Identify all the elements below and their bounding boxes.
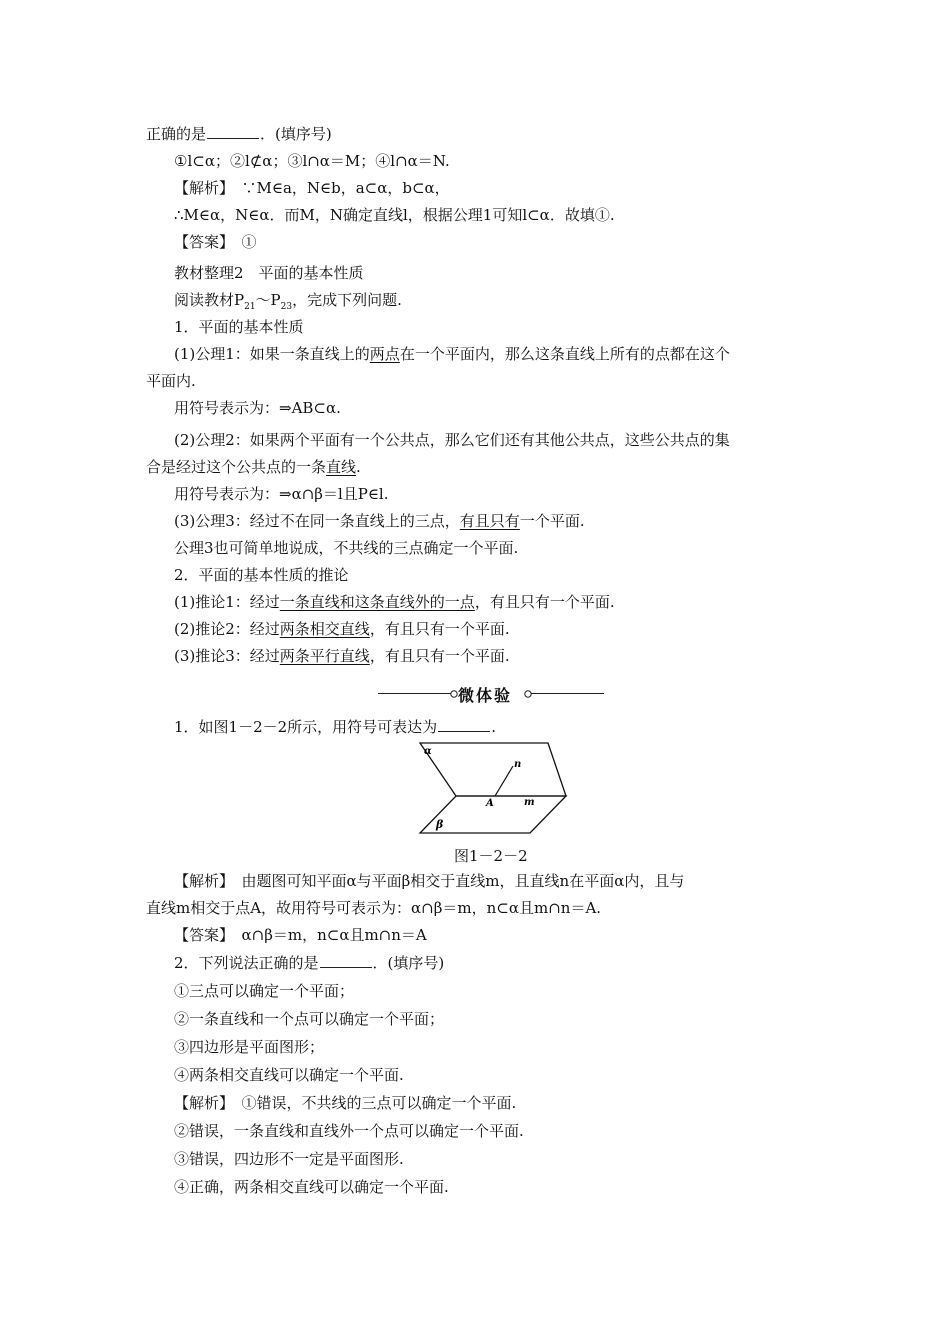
symbol-line: 用符号表示为：⇒α∩β＝l且P∈l. — [174, 485, 389, 503]
answer-line: 【答案】 ① — [174, 233, 257, 251]
subscript: 21 — [244, 302, 256, 312]
text: 合是经过这个公共点的一条 — [146, 458, 327, 476]
question-tail — [146, 124, 332, 144]
divider-circle-icon — [523, 689, 533, 699]
analysis-line: ∴M∈α，N∈α．而M，N确定直线l，根据公理1可知l⊂α．故填①. — [174, 206, 615, 224]
plane-alpha-outline — [420, 743, 566, 796]
analysis-line: ④正确，两条相交直线可以确定一个平面. — [174, 1178, 449, 1196]
axiom-1 — [174, 344, 730, 364]
text: . — [491, 718, 496, 736]
underlined-answer: 两条相交直线 — [279, 620, 370, 638]
label-beta: β — [436, 818, 444, 831]
analysis-line: 【解析】 由题图可知平面α与平面β相交于直线m，且直线n在平面α内，且与 — [174, 872, 685, 890]
label-alpha: α — [424, 746, 432, 757]
text: ，有且只有一个平面. — [369, 647, 510, 665]
option-item: ④两条相交直线可以确定一个平面. — [174, 1066, 404, 1084]
analysis-line: 【解析】 ∵M∈a，N∈b，a⊂α，b⊂α， — [174, 179, 450, 197]
answer-blank — [320, 953, 372, 968]
label-m: m — [524, 797, 535, 808]
exercise-1 — [174, 717, 496, 737]
text: (3)公理3：经过不在同一条直线上的三点， — [174, 512, 460, 530]
text: ，有且只有一个平面. — [474, 593, 615, 611]
text: 正确的是 — [146, 125, 207, 143]
underlined-answer: 两条平行直线 — [279, 647, 370, 665]
corollary-2 — [174, 619, 510, 639]
subscript: 23 — [280, 302, 293, 312]
text: 2．下列说法正确的是 — [174, 954, 319, 972]
text: 1．如图1－2－2所示，用符号可表达为 — [174, 718, 438, 736]
corollary-1 — [174, 592, 615, 612]
corollary-3 — [174, 646, 510, 666]
text: ，完成下列问题. — [292, 291, 402, 309]
text: ～P — [255, 291, 281, 309]
option-item: ②一条直线和一个点可以确定一个平面； — [174, 1010, 445, 1028]
text: 一个平面. — [519, 512, 585, 530]
text: 在一个平面内，那么这条直线上所有的点都在这个 — [399, 345, 730, 363]
section-divider — [378, 683, 604, 705]
symbol-line: 用符号表示为：⇒AB⊂α. — [174, 399, 341, 417]
plane-figure — [418, 740, 568, 836]
divider-line-right — [531, 693, 604, 694]
label-n: n — [514, 759, 522, 770]
text: (3)推论3：经过 — [174, 647, 280, 665]
answer-blank — [207, 124, 259, 139]
text: ．(填序号) — [260, 125, 332, 143]
options-line: ①l⊂α；②l⊄α；③l∩α＝M；④l∩α＝N. — [174, 152, 450, 170]
line-n — [495, 766, 513, 796]
label-A: A — [486, 798, 494, 809]
option-item: ①三点可以确定一个平面； — [174, 982, 355, 1000]
analysis-line: ②错误，一条直线和直线外一个点可以确定一个平面. — [174, 1122, 524, 1140]
reading-instruction — [174, 290, 402, 317]
text: 阅读教材P — [174, 291, 245, 309]
exercise-2 — [174, 953, 444, 973]
underlined-answer: 直线 — [326, 458, 357, 476]
underlined-answer: 有且只有 — [459, 512, 520, 530]
text: (1)公理1：如果一条直线上的 — [174, 345, 370, 363]
divider-line-left — [378, 693, 452, 694]
text: . — [356, 458, 361, 476]
analysis-line: ③错误，四边形不一定是平面图形. — [174, 1150, 404, 1168]
underlined-answer: 两点 — [369, 345, 400, 363]
subheading: 2．平面的基本性质的推论 — [174, 566, 349, 584]
axiom-3 — [174, 511, 585, 531]
answer-line: 【答案】 α∩β＝m，n⊂α且m∩n＝A — [174, 926, 427, 944]
section-heading: 教材整理2 平面的基本性质 — [174, 264, 364, 282]
option-item: ③四边形是平面图形； — [174, 1038, 325, 1056]
axiom-2-cont — [146, 457, 361, 477]
section-title: 微体验 — [458, 686, 513, 705]
axiom-3-note: 公理3也可简单地说成，不共线的三点确定一个平面. — [174, 539, 519, 557]
axiom-2: (2)公理2：如果两个平面有一个公共点，那么它们还有其他公共点，这些公共点的集 — [174, 431, 730, 449]
axiom-1-cont: 平面内. — [146, 372, 196, 390]
answer-blank — [438, 717, 490, 732]
analysis-line: 【解析】 ①错误，不共线的三点可以确定一个平面. — [174, 1094, 517, 1112]
text: (2)推论2：经过 — [174, 620, 280, 638]
analysis-line: 直线m相交于点A，故用符号可表示为：α∩β＝m，n⊂α且m∩n＝A. — [146, 899, 602, 917]
underlined-answer: 一条直线和这条直线外的一点 — [279, 593, 475, 611]
text: (1)推论1：经过 — [174, 593, 280, 611]
text: ．(填序号) — [372, 954, 445, 972]
text: ，有且只有一个平面. — [369, 620, 510, 638]
subheading: 1．平面的基本性质 — [174, 318, 304, 336]
figure-caption: 图1－2－2 — [454, 847, 528, 865]
